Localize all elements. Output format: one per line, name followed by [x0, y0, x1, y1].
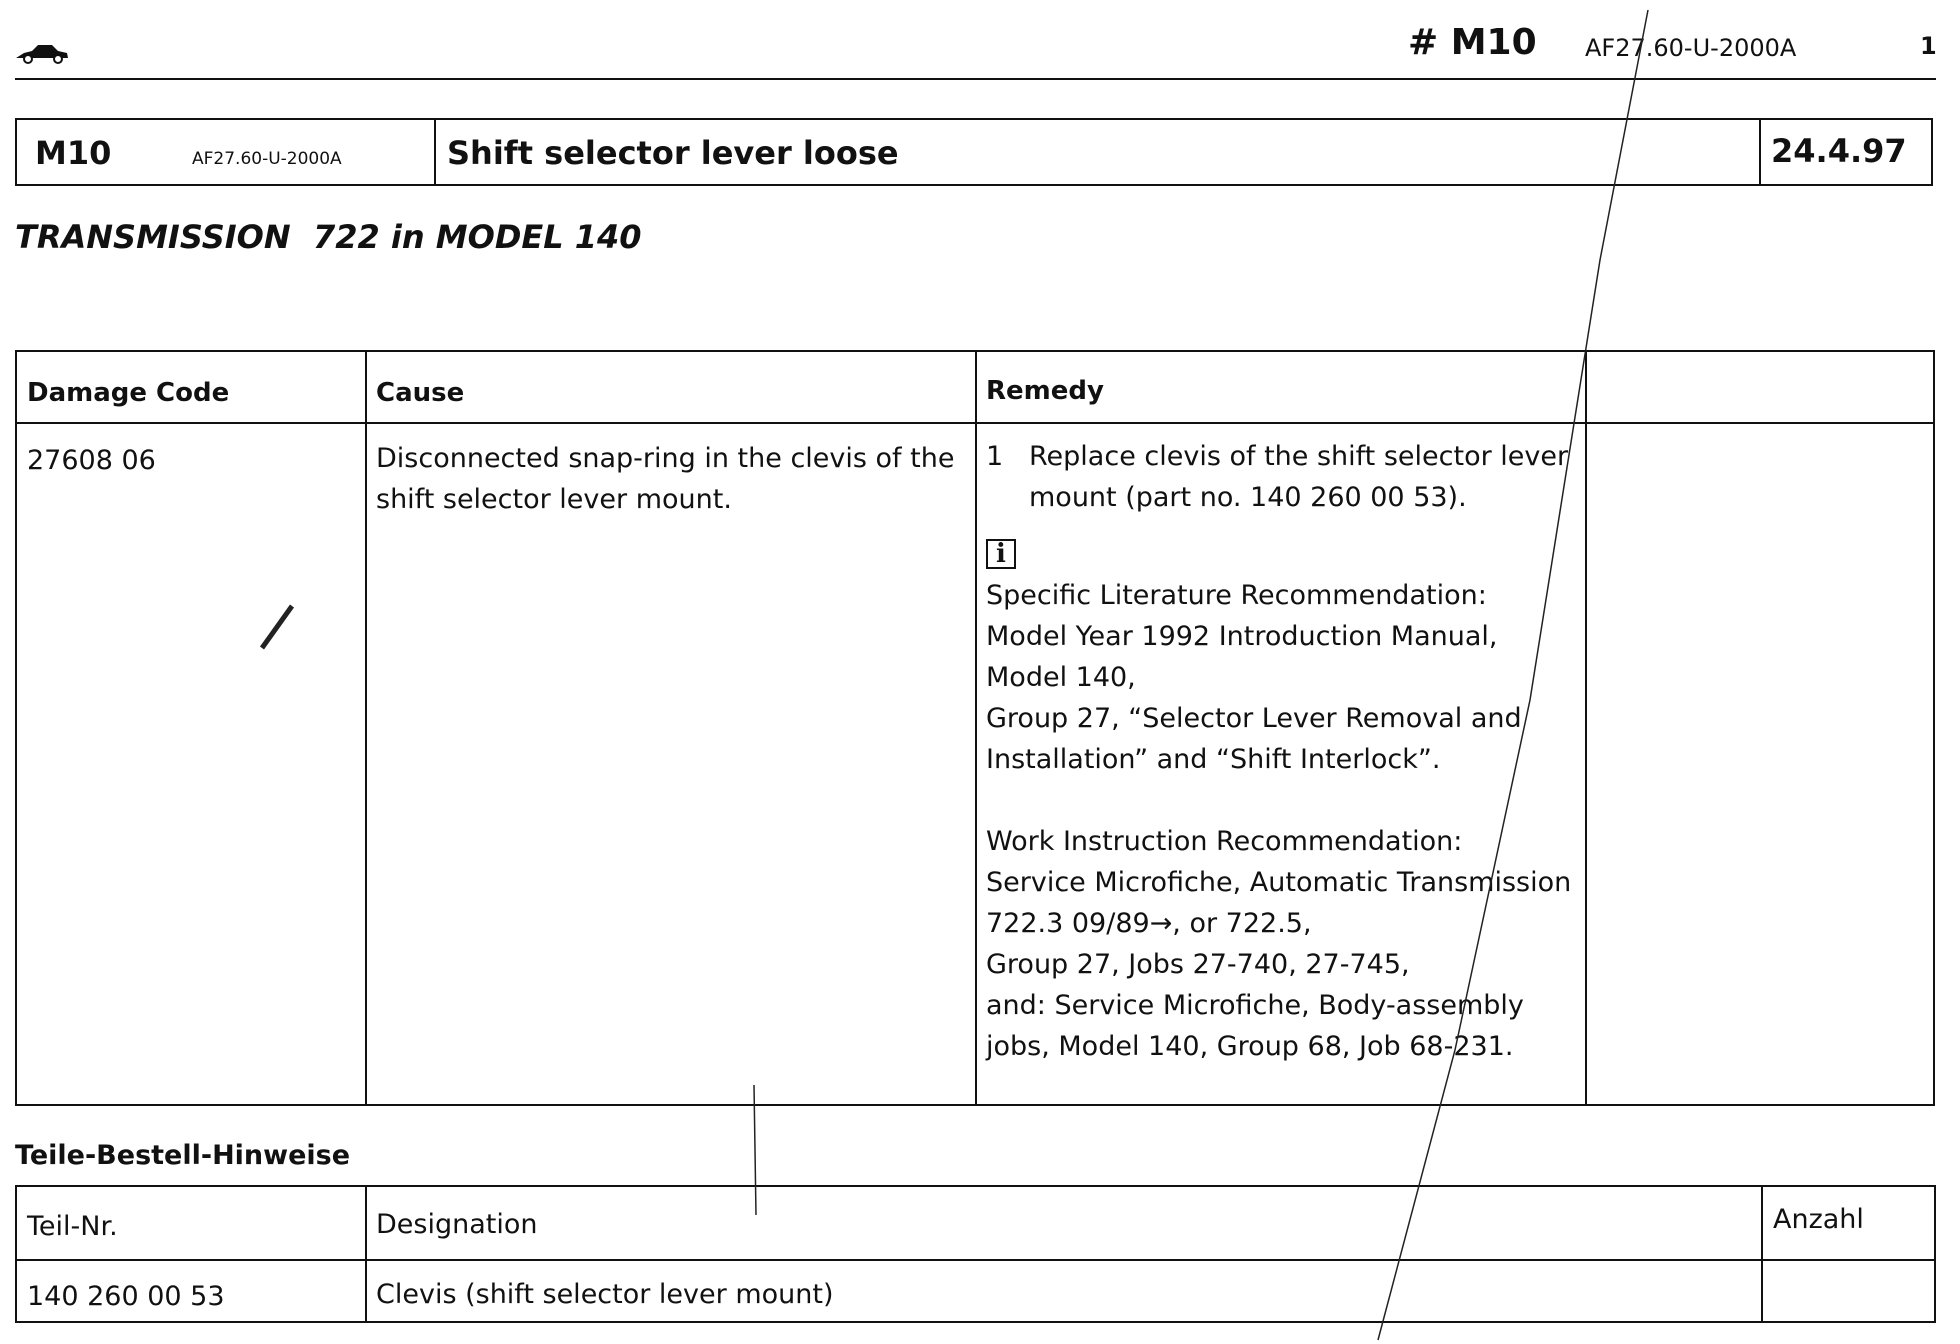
- column-divider: [975, 352, 977, 1104]
- column-divider: [365, 352, 367, 1104]
- header-damage-code: Damage Code: [27, 378, 230, 408]
- header-doc-number: AF27.60-U-2000A: [1585, 34, 1797, 62]
- parts-table: [15, 1185, 1936, 1323]
- remedy-step-text: Replace clevis of the shift selector lever mount (part no. 140 260 00 53).: [1029, 441, 1569, 513]
- remedy-step: [986, 436, 1582, 518]
- designation-value: Clevis (shift selector lever mount): [376, 1279, 834, 1310]
- paragraph-gap: [986, 780, 1582, 821]
- header-remedy: Remedy: [986, 376, 1104, 406]
- column-divider: [365, 1187, 367, 1321]
- page-number: 1: [1920, 32, 1937, 60]
- header-quantity: Anzahl: [1773, 1204, 1864, 1235]
- title-box: [15, 118, 1933, 186]
- part-number-value: 140 260 00 53: [27, 1281, 225, 1312]
- column-divider: [1761, 1187, 1763, 1321]
- car-icon: [14, 38, 70, 66]
- section-title: TRANSMISSION 722 in MODEL 140: [15, 218, 642, 256]
- literature-line: Installation” and “Shift Interlock”.: [986, 744, 1441, 775]
- work-line: and: Service Microfiche, Body-assembly: [986, 990, 1524, 1021]
- document-title: Shift selector lever loose: [447, 134, 899, 172]
- header-code: # M10: [1408, 22, 1537, 63]
- damage-table: [15, 350, 1935, 1106]
- table-header-divider: [17, 1259, 1934, 1261]
- literature-line: Model Year 1992 Introduction Manual,: [986, 621, 1498, 652]
- document-date: 24.4.97: [1771, 132, 1907, 170]
- header-designation: Designation: [376, 1209, 538, 1240]
- title-divider: [434, 120, 436, 184]
- work-line: jobs, Model 140, Group 68, Job 68-231.: [986, 1031, 1514, 1062]
- literature-line: Specific Literature Recommendation:: [986, 580, 1487, 611]
- work-line: 722.3 09/89→, or 722.5,: [986, 908, 1312, 939]
- work-line: Service Microfiche, Automatic Transmission: [986, 867, 1572, 898]
- header-cause: Cause: [376, 378, 465, 408]
- title-doc-number: AF27.60-U-2000A: [192, 149, 342, 169]
- literature-line: Group 27, “Selector Lever Removal and: [986, 703, 1522, 734]
- column-divider: [1585, 352, 1587, 1104]
- header-part-no: Teil-Nr.: [27, 1211, 118, 1242]
- work-line: Group 27, Jobs 27-740, 27-745,: [986, 949, 1410, 980]
- info-icon: i: [986, 539, 1016, 569]
- remedy-cell: [986, 436, 1582, 1067]
- literature-line: Model 140,: [986, 662, 1136, 693]
- cause-text: Disconnected snap-ring in the clevis of the shift selector lever mount.: [376, 443, 955, 515]
- parts-section-title: Teile-Bestell-Hinweise: [15, 1140, 351, 1171]
- header-rule: [15, 78, 1936, 80]
- damage-code-value: 27608 06: [27, 445, 156, 476]
- title-divider: [1759, 120, 1761, 184]
- remedy-step-number: 1: [986, 441, 1004, 472]
- title-code: M10: [35, 134, 112, 172]
- work-line: Work Instruction Recommendation:: [986, 826, 1463, 857]
